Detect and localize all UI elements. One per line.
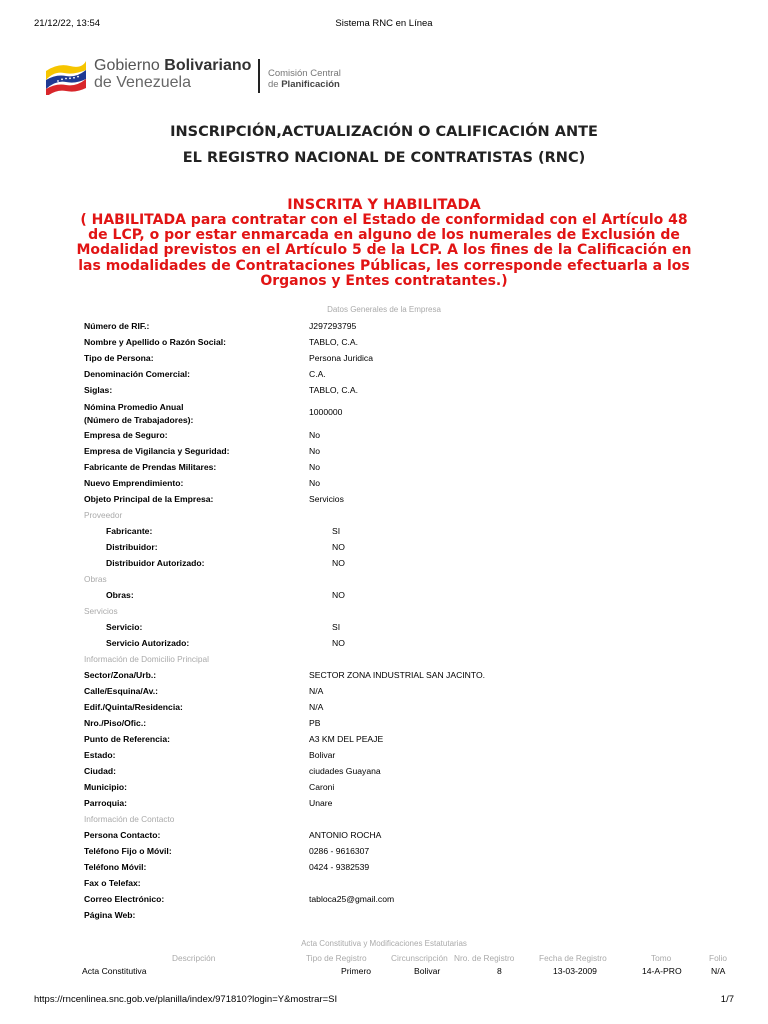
col-fecha-registro: Fecha de Registro [539,953,607,963]
status-line: Organos y Entes contratantes.) [260,272,508,289]
print-url: https://rncenlinea.snc.gob.ve/planilla/index/971810?login=Y&mostrar=SI [34,994,338,1005]
field-pagina-web: Página Web: [84,910,136,920]
subsection-obras: Obras [84,574,107,584]
field-calle: Calle/Esquina/Av.: N/A [84,686,324,696]
col-tipo-registro: Tipo de Registro [306,953,367,963]
subsection-servicios: Servicios [84,606,118,616]
cell-tipo-registro: Primero [341,966,372,976]
col-tomo: Tomo [651,953,672,963]
col-circunscripcion: Circunscripción [391,953,448,963]
status-line: Modalidad previstos en el Artículo 5 de la LCP. A los fines de la Calificación en [76,242,692,259]
document-title-line2: EL REGISTRO NACIONAL DE CONTRATISTAS (RNC) [182,150,586,166]
cell-nro-registro: 8 [497,966,502,976]
status-line: de LCP, o por estar enmarcada en alguno de los numerales de Exclusión de [88,227,680,244]
field-persona-contacto: Persona Contacto: ANTONIO ROCHA [84,830,382,840]
field-obras: Obras: NO [106,590,345,600]
field-objeto: Objeto Principal de la Empresa: Servicios [84,494,344,504]
field-tipo-persona: Tipo de Persona: Persona Juridica [84,353,374,363]
government-name: Gobierno Bolivariano de Venezuela [94,57,252,91]
field-razon-social: Nombre y Apellido o Razón Social: TABLO, C.A. [84,337,359,347]
cell-circunscripcion: Bolivar [414,966,441,976]
field-servicio: Servicio: SI [106,622,341,632]
cell-fecha-registro: 13-03-2009 [553,966,597,976]
field-estado: Estado: Bolivar [84,750,336,760]
field-fabricante: Fabricante: SI [106,526,341,536]
document-title-line1: INSCRIPCIÓN,ACTUALIZACIÓN O CALIFICACIÓN ANTE [170,124,598,140]
col-descripcion: Descripción [172,953,216,963]
field-emprendimiento: Nuevo Emprendimiento: No [84,478,320,488]
field-distribuidor-autorizado: Distribuidor Autorizado: NO [106,558,345,568]
status-line: ( HABILITADA para contratar con el Estado de conformidad con el Artículo 48 [80,212,688,228]
field-parroquia: Parroquia: Unare [84,798,333,808]
commission-name: Comisión Central de Planificación [268,68,341,90]
print-title: Sistema RNC en Línea [335,18,433,29]
field-nomina: Nómina Promedio Anual (Número de Trabajadores): 1000000 [84,402,343,425]
print-datetime: 21/12/22, 13:54 [34,18,101,29]
registration-status [38,197,730,289]
section-title-acta: Acta Constitutiva y Modificaciones Estatutarias [301,939,467,948]
field-rif: Número de RIF.: J297293795 [84,321,357,331]
venezuela-flag-icon [44,59,88,95]
subsection-proveedor: Proveedor [84,510,123,520]
field-vigilancia: Empresa de Vigilancia y Seguridad: No [84,446,320,456]
field-ciudad: Ciudad: ciudades Guayana [84,766,381,776]
field-nro-piso: Nro./Piso/Ofic.: PB [84,718,321,728]
col-nro-registro: Nro. de Registro [454,953,515,963]
field-prendas: Fabricante de Prendas Militares: No [84,462,320,472]
field-distribuidor: Distribuidor: NO [106,542,345,552]
field-sector: Sector/Zona/Urb.: SECTOR ZONA INDUSTRIAL SAN JACINTO. [84,670,486,680]
field-seguro: Empresa de Seguro: No [84,430,320,440]
field-siglas: Siglas: TABLO, C.A. [84,385,359,395]
field-correo: Correo Electrónico: tabloca25@gmail.com [84,894,395,904]
field-telefono-fijo: Teléfono Fijo o Móvil: 0286 - 9616307 [84,846,370,856]
cell-folio: N/A [711,966,726,976]
field-telefono-movil: Teléfono Móvil: 0424 - 9382539 [84,862,370,872]
field-edificio: Edif./Quinta/Residencia: N/A [84,702,324,712]
field-servicio-autorizado: Servicio Autorizado: NO [106,638,345,648]
field-denominacion: Denominación Comercial: C.A. [84,369,326,379]
field-municipio: Municipio: Caroni [84,782,335,792]
logo-separator [258,59,260,93]
col-folio: Folio [709,953,727,963]
page-number: 1/7 [720,994,734,1005]
section-title-general: Datos Generales de la Empresa [327,305,441,314]
subsection-domicilio: Información de Domicilio Principal [84,654,209,664]
subsection-contacto: Información de Contacto [84,814,175,824]
cell-tomo: 14-A-PRO [642,966,682,976]
field-fax: Fax o Telefax: [84,878,141,888]
status-title: INSCRITA Y HABILITADA [287,197,481,213]
field-referencia: Punto de Referencia: A3 KM DEL PEAJE [84,734,384,744]
cell-descripcion: Acta Constitutiva [82,966,147,976]
status-line: las modalidades de Contrataciones Públicas, les corresponde efectuarla a los [78,257,690,274]
government-logo [44,57,374,97]
